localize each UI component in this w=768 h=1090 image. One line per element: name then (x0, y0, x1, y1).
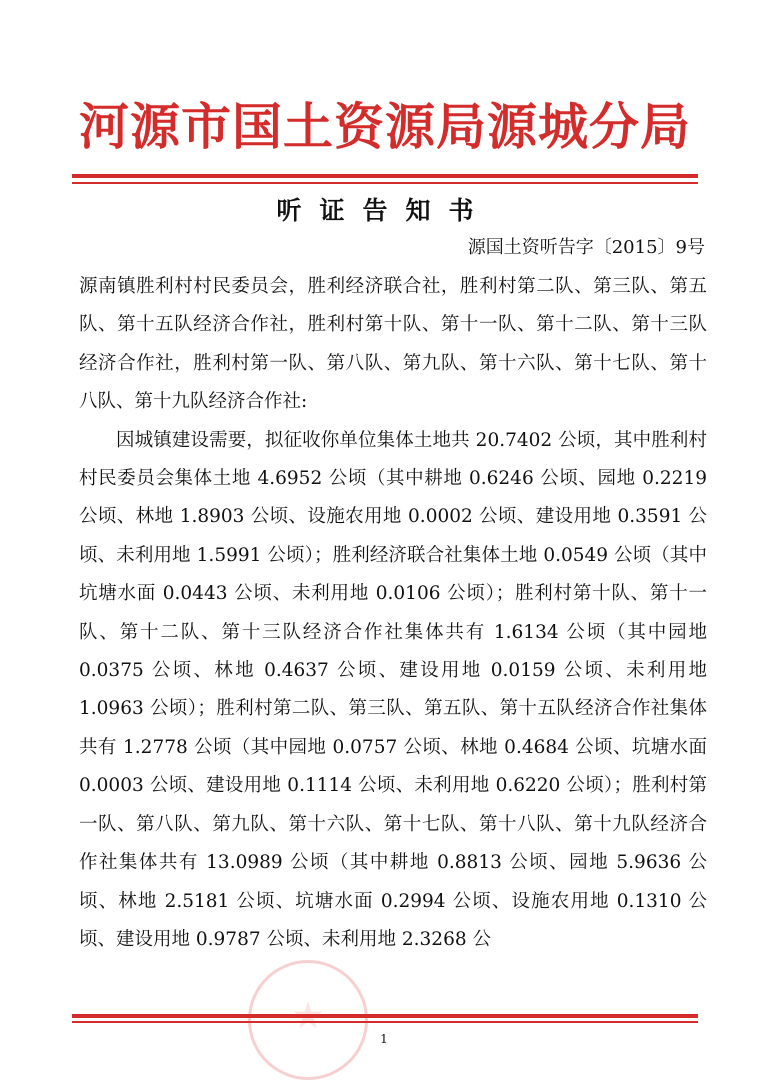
footer-rule-thick (72, 1014, 698, 1018)
document-title: 听证告知书 (276, 196, 492, 225)
body-paragraph: 因城镇建设需要，拟征收你单位集体土地共 20.7402 公顷，其中胜利村村民委员会集体土地 4.6952 公顷（其中耕地 0.6246 公顷、园地 0.2219 公顷、林地 1.8903 公顷、设施农用地 0.0002 公顷、建设用地 0.3591 公顷、未利用地 1.5991 公顷）；胜利经济联合社集体土地 0.0549 公顷（其中坑塘水面 0.0443 公顷、未利用地 0.0106 公顷）；胜利村第十队、第十一队、第十二队、第十三队经济合作社集体共有 1.6134 公顷（其中园地 0.0375 公顷、林地 0.4637 公顷、建设用地 0.0159 公顷、未利用地 1.0963 公顷）；胜利村第二队、第三队、第五队、第十五队经济合作社集体共有 1.2778 公顷（其中园地 0.0757 公顷、林地 0.4684 公顷、坑塘水面 0.0003 公顷、建设用地 0.1114 公顷、未利用地 0.6220 公顷）；胜利村第一队、第八队、第九队、第十六队、第十七队、第十八队、第十九队经济合作社集体共有 13.0989 公顷（其中耕地 0.8813 公顷、园地 5.9636 公顷、林地 2.5181 公顷、坑塘水面 0.2994 公顷、设施农用地 0.1310 公顷、建设用地 0.9787 公顷、未利用地 2.3268 公 (79, 429, 707, 950)
document-number: 源国土资听告字〔2015〕9号 (467, 237, 705, 258)
org-letterhead: 河源市国土资源局源城分局 (79, 97, 691, 156)
page-number: 1 (380, 1032, 388, 1046)
letterhead-rule-thick (72, 174, 698, 178)
official-seal-icon (248, 960, 368, 1080)
letterhead-rule-thin (72, 182, 698, 184)
addressee: 源南镇胜利村村民委员会，胜利经济联合社，胜利村第二队、第三队、第五队、第十五队经济合作社，胜利村第十队、第十一队、第十二队、第十三队经济合作社，胜利村第一队、第八队、第九队、第十六队、第十七队、第十八队、第十九队经济合作社: (79, 276, 707, 413)
document-body (79, 268, 707, 959)
footer-rule-thin (72, 1021, 698, 1023)
